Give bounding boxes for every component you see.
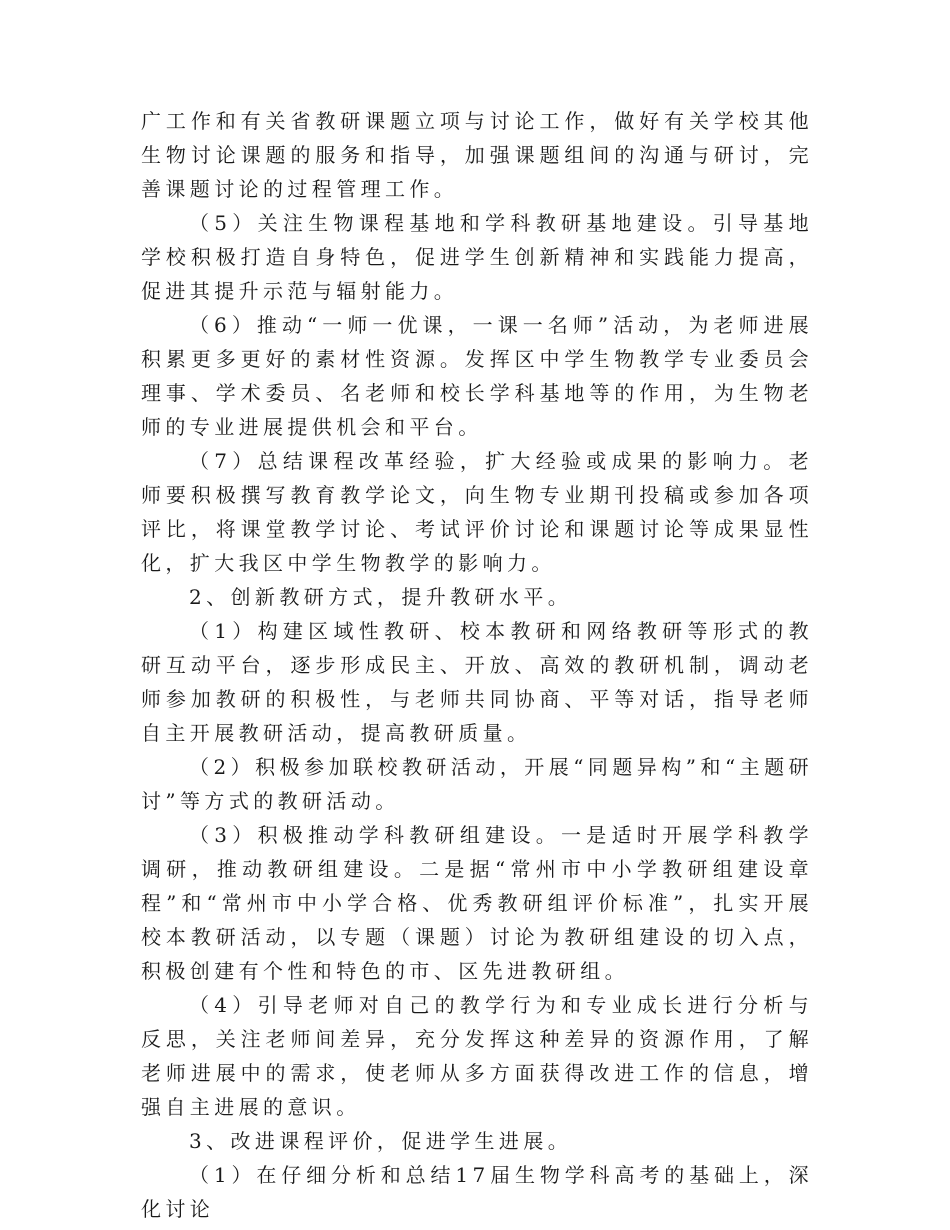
section-heading-3: 3、改进课程评价，促进学生进展。 <box>189 1129 573 1153</box>
document-body <box>141 104 813 1226</box>
paragraph-item-7: （7）总结课程改革经验，扩大经验或成果的影响力。老师要积极撰写教育教学论文，向生物专业期刊投稿或参加各项评比，将课堂教学讨论、考试评价讨论和课题讨论等成果显性化，扩大我区中学生物教学的影响力。 <box>141 449 813 575</box>
paragraph-item-2-2: （2）积极参加联校教研活动，开展“同题异构”和“主题研讨”等方式的教研活动。 <box>141 755 813 813</box>
paragraph-continuation: 广工作和有关省教研课题立项与讨论工作，做好有关学校其他生物讨论课题的服务和指导，加强课题组间的沟通与研讨，完善课题讨论的过程管理工作。 <box>141 109 813 201</box>
paragraph-item-2-1: （1）构建区域性教研、校本教研和网络教研等形式的教研互动平台，逐步形成民主、开放、高效的教研机制，调动老师参加教研的积极性，与老师共同协商、平等对话，指导老师自主开展教研活动，提高教研质量。 <box>141 619 813 745</box>
paragraph-item-5: （5）关注生物课程基地和学科教研基地建设。引导基地学校积极打造自身特色，促进学生创新精神和实践能力提高，促进其提升示范与辐射能力。 <box>141 211 813 303</box>
paragraph-item-6: （6）推动“一师一优课，一课一名师”活动，为老师进展积累更多更好的素材性资源。发挥区中学生物教学专业委员会理事、学术委员、名老师和校长学科基地等的作用，为生物老师的专业进展提供机会和平台。 <box>141 313 813 439</box>
paragraph-item-2-3: （3）积极推动学科教研组建设。一是适时开展学科教学调研，推动教研组建设。二是据“常州市中小学教研组建设章程”和“常州市中小学合格、优秀教研组评价标准”，扎实开展校本教研活动，以专题（课题）讨论为教研组建设的切入点，积极创建有个性和特色的市、区先进教研组。 <box>141 823 813 983</box>
paragraph-item-3-1: （1）在仔细分析和总结17届生物学科高考的基础上，深化讨论 <box>141 1163 813 1221</box>
section-heading-2: 2、创新教研方式，提升教研水平。 <box>189 585 573 609</box>
paragraph-item-2-4: （4）引导老师对自己的教学行为和专业成长进行分析与反思，关注老师间差异，充分发挥这种差异的资源作用，了解老师进展中的需求，使老师从多方面获得改进工作的信息，增强自主进展的意识。 <box>141 993 813 1119</box>
